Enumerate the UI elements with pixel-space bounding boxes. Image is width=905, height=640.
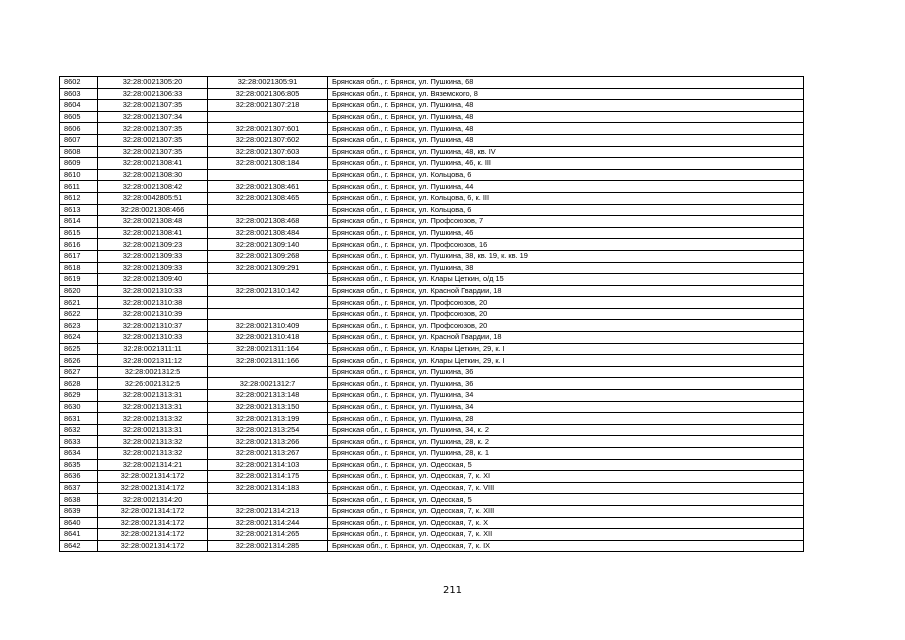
table-row [60,216,804,228]
address-cell: Брянская обл., г. Брянск, ул. Одесская, 7, к. XI [328,471,804,483]
land-plot-cadastral-cell: 32:28:0042805:51 [98,192,208,204]
row-number-cell: 8611 [60,181,98,193]
address-cell: Брянская обл., г. Брянск, ул. Красной Гвардии, 18 [328,285,804,297]
building-cadastral-cell: 32:28:0021313:266 [208,436,328,448]
table-row [60,192,804,204]
address-cell: Брянская обл., г. Брянск, ул. Пушкина, 28, к. 1 [328,448,804,460]
land-plot-cadastral-cell: 32:28:0021307:35 [98,134,208,146]
land-plot-cadastral-cell: 32:28:0021307:34 [98,111,208,123]
building-cadastral-cell: 32:28:0021307:602 [208,134,328,146]
row-number-cell: 8642 [60,540,98,552]
row-number-cell: 8637 [60,482,98,494]
building-cadastral-cell: 32:28:0021312:7 [208,378,328,390]
row-number-cell: 8629 [60,390,98,402]
row-number-cell: 8618 [60,262,98,274]
row-number-cell: 8632 [60,424,98,436]
address-cell: Брянская обл., г. Брянск, ул. Одесская, 5 [328,494,804,506]
row-number-cell: 8602 [60,77,98,89]
land-plot-cadastral-cell: 32:28:0021309:23 [98,239,208,251]
land-plot-cadastral-cell: 32:28:0021312:5 [98,366,208,378]
address-cell: Брянская обл., г. Брянск, ул. Кольцова, 6 [328,204,804,216]
land-plot-cadastral-cell: 32:28:0021310:33 [98,332,208,344]
address-cell: Брянская обл., г. Брянск, ул. Кольцова, 6 [328,169,804,181]
land-plot-cadastral-cell: 32:28:0021314:172 [98,482,208,494]
address-cell: Брянская обл., г. Брянск, ул. Пушкина, 36 [328,366,804,378]
land-plot-cadastral-cell: 32:28:0021314:172 [98,529,208,541]
address-cell: Брянская обл., г. Брянск, ул. Пушкина, 28, к. 2 [328,436,804,448]
building-cadastral-cell: 32:28:0021313:254 [208,424,328,436]
building-cadastral-cell: 32:28:0021307:601 [208,123,328,135]
address-cell: Брянская обл., г. Брянск, ул. Красной Гвардии, 18 [328,332,804,344]
table-row [60,123,804,135]
land-plot-cadastral-cell: 32:28:0021307:35 [98,146,208,158]
land-plot-cadastral-cell: 32:28:0021307:35 [98,123,208,135]
address-cell: Брянская обл., г. Брянск, ул. Кольцова, 6, к. III [328,192,804,204]
building-cadastral-cell: 32:28:0021307:603 [208,146,328,158]
address-cell: Брянская обл., г. Брянск, ул. Одесская, 7, к. X [328,517,804,529]
row-number-cell: 8605 [60,111,98,123]
building-cadastral-cell: 32:28:0021311:166 [208,355,328,367]
table-row [60,181,804,193]
row-number-cell: 8626 [60,355,98,367]
building-cadastral-cell [208,111,328,123]
table-row [60,204,804,216]
table-row [60,471,804,483]
table-row [60,390,804,402]
row-number-cell: 8622 [60,308,98,320]
building-cadastral-cell [208,308,328,320]
table-row [60,262,804,274]
building-cadastral-cell: 32:28:0021308:184 [208,158,328,170]
row-number-cell: 8610 [60,169,98,181]
address-cell: Брянская обл., г. Брянск, ул. Вяземского, 8 [328,88,804,100]
address-cell: Брянская обл., г. Брянск, ул. Пушкина, 34, к. 2 [328,424,804,436]
land-plot-cadastral-cell: 32:28:0021313:31 [98,424,208,436]
row-number-cell: 8603 [60,88,98,100]
row-number-cell: 8638 [60,494,98,506]
land-plot-cadastral-cell: 32:28:0021308:30 [98,169,208,181]
row-number-cell: 8620 [60,285,98,297]
building-cadastral-cell: 32:28:0021314:285 [208,540,328,552]
address-cell: Брянская обл., г. Брянск, ул. Пушкина, 48 [328,100,804,112]
land-plot-cadastral-cell: 32:28:0021306:33 [98,88,208,100]
building-cadastral-cell [208,204,328,216]
building-cadastral-cell: 32:28:0021306:805 [208,88,328,100]
building-cadastral-cell: 32:28:0021313:199 [208,413,328,425]
row-number-cell: 8625 [60,343,98,355]
table-row [60,401,804,413]
land-plot-cadastral-cell: 32:28:0021314:172 [98,471,208,483]
address-cell: Брянская обл., г. Брянск, ул. Клары Цеткин, 29, к. I [328,355,804,367]
row-number-cell: 8612 [60,192,98,204]
land-plot-cadastral-cell: 32:28:0021311:11 [98,343,208,355]
row-number-cell: 8636 [60,471,98,483]
address-cell: Брянская обл., г. Брянск, ул. Пушкина, 46, к. III [328,158,804,170]
table-row [60,436,804,448]
row-number-cell: 8623 [60,320,98,332]
table-row [60,274,804,286]
land-plot-cadastral-cell: 32:28:0021305:20 [98,77,208,89]
building-cadastral-cell: 32:28:0021310:409 [208,320,328,332]
table-row [60,540,804,552]
row-number-cell: 8633 [60,436,98,448]
table-row [60,517,804,529]
land-plot-cadastral-cell: 32:28:0021313:32 [98,436,208,448]
building-cadastral-cell: 32:28:0021305:91 [208,77,328,89]
address-cell: Брянская обл., г. Брянск, ул. Одесская, 7, к. XIII [328,505,804,517]
row-number-cell: 8628 [60,378,98,390]
address-cell: Брянская обл., г. Брянск, ул. Пушкина, 38, кв. 19, к. кв. 19 [328,250,804,262]
table-row [60,77,804,89]
address-cell: Брянская обл., г. Брянск, ул. Пушкина, 28 [328,413,804,425]
address-cell: Брянская обл., г. Брянск, ул. Пушкина, 48 [328,123,804,135]
address-cell: Брянская обл., г. Брянск, ул. Одесская, 5 [328,459,804,471]
row-number-cell: 8641 [60,529,98,541]
land-plot-cadastral-cell: 32:28:0021314:21 [98,459,208,471]
building-cadastral-cell: 32:28:0021308:484 [208,227,328,239]
table-row [60,332,804,344]
table-row [60,343,804,355]
row-number-cell: 8621 [60,297,98,309]
row-number-cell: 8630 [60,401,98,413]
building-cadastral-cell: 32:28:0021313:267 [208,448,328,460]
land-plot-cadastral-cell: 32:28:0021309:33 [98,250,208,262]
land-plot-cadastral-cell: 32:28:0021308:42 [98,181,208,193]
table-row [60,297,804,309]
table-row [60,366,804,378]
building-cadastral-cell: 32:28:0021313:148 [208,390,328,402]
address-cell: Брянская обл., г. Брянск, ул. Пушкина, 34 [328,401,804,413]
row-number-cell: 8615 [60,227,98,239]
building-cadastral-cell: 32:28:0021310:142 [208,285,328,297]
land-plot-cadastral-cell: 32:28:0021313:32 [98,448,208,460]
address-cell: Брянская обл., г. Брянск, ул. Одесская, 7, к. XII [328,529,804,541]
address-cell: Брянская обл., г. Брянск, ул. Пушкина, 48 [328,134,804,146]
row-number-cell: 8619 [60,274,98,286]
land-plot-cadastral-cell: 32:28:0021313:31 [98,401,208,413]
row-number-cell: 8624 [60,332,98,344]
table-row [60,158,804,170]
row-number-cell: 8627 [60,366,98,378]
row-number-cell: 8608 [60,146,98,158]
building-cadastral-cell [208,169,328,181]
table-row [60,494,804,506]
land-plot-cadastral-cell: 32:28:0021309:33 [98,262,208,274]
table-row [60,529,804,541]
address-cell: Брянская обл., г. Брянск, ул. Профсоюзов, 7 [328,216,804,228]
address-cell: Брянская обл., г. Брянск, ул. Пушкина, 36 [328,378,804,390]
table-row [60,424,804,436]
table-row [60,239,804,251]
row-number-cell: 8639 [60,505,98,517]
building-cadastral-cell: 32:28:0021309:140 [208,239,328,251]
table-row [60,88,804,100]
address-cell: Брянская обл., г. Брянск, ул. Пушкина, 46 [328,227,804,239]
registry-table-body [60,77,804,552]
building-cadastral-cell [208,297,328,309]
land-plot-cadastral-cell: 32:28:0021310:39 [98,308,208,320]
address-cell: Брянская обл., г. Брянск, ул. Профсоюзов, 20 [328,297,804,309]
table-row [60,134,804,146]
building-cadastral-cell: 32:28:0021314:103 [208,459,328,471]
building-cadastral-cell: 32:28:0021310:418 [208,332,328,344]
table-row [60,413,804,425]
row-number-cell: 8640 [60,517,98,529]
land-plot-cadastral-cell: 32:28:0021314:20 [98,494,208,506]
table-row [60,227,804,239]
address-cell: Брянская обл., г. Брянск, ул. Пушкина, 34 [328,390,804,402]
building-cadastral-cell: 32:28:0021309:268 [208,250,328,262]
land-plot-cadastral-cell: 32:28:0021307:35 [98,100,208,112]
building-cadastral-cell: 32:28:0021313:150 [208,401,328,413]
land-plot-cadastral-cell: 32:28:0021313:32 [98,413,208,425]
building-cadastral-cell [208,274,328,286]
row-number-cell: 8613 [60,204,98,216]
table-row [60,378,804,390]
table-row [60,111,804,123]
address-cell: Брянская обл., г. Брянск, ул. Клары Цеткин, о/д 15 [328,274,804,286]
building-cadastral-cell [208,366,328,378]
row-number-cell: 8634 [60,448,98,460]
building-cadastral-cell [208,494,328,506]
page-number: 211 [442,585,463,596]
table-row [60,482,804,494]
address-cell: Брянская обл., г. Брянск, ул. Клары Цеткин, 29, к. I [328,343,804,355]
land-plot-cadastral-cell: 32:28:0021308:41 [98,227,208,239]
row-number-cell: 8604 [60,100,98,112]
address-cell: Брянская обл., г. Брянск, ул. Одесская, 7, к. VIII [328,482,804,494]
land-plot-cadastral-cell: 32:28:0021308:466 [98,204,208,216]
land-plot-cadastral-cell: 32:28:0021310:37 [98,320,208,332]
land-plot-cadastral-cell: 32:28:0021314:172 [98,540,208,552]
table-row [60,169,804,181]
table-row [60,308,804,320]
address-cell: Брянская обл., г. Брянск, ул. Профсоюзов, 20 [328,320,804,332]
address-cell: Брянская обл., г. Брянск, ул. Пушкина, 68 [328,77,804,89]
land-plot-cadastral-cell: 32:28:0021313:31 [98,390,208,402]
land-plot-cadastral-cell: 32:28:0021308:48 [98,216,208,228]
address-cell: Брянская обл., г. Брянск, ул. Пушкина, 38 [328,262,804,274]
address-cell: Брянская обл., г. Брянск, ул. Пушкина, 48 [328,111,804,123]
row-number-cell: 8617 [60,250,98,262]
building-cadastral-cell: 32:28:0021307:218 [208,100,328,112]
address-cell: Брянская обл., г. Брянск, ул. Пушкина, 44 [328,181,804,193]
land-plot-cadastral-cell: 32:28:0021309:40 [98,274,208,286]
row-number-cell: 8607 [60,134,98,146]
land-plot-cadastral-cell: 32:28:0021314:172 [98,505,208,517]
table-row [60,505,804,517]
table-row [60,459,804,471]
land-plot-cadastral-cell: 32:28:0021308:41 [98,158,208,170]
building-cadastral-cell: 32:28:0021308:468 [208,216,328,228]
table-row [60,355,804,367]
table-row [60,285,804,297]
row-number-cell: 8616 [60,239,98,251]
registry-table [59,76,804,552]
row-number-cell: 8614 [60,216,98,228]
table-row [60,250,804,262]
building-cadastral-cell: 32:28:0021314:244 [208,517,328,529]
land-plot-cadastral-cell: 32:28:0021314:172 [98,517,208,529]
row-number-cell: 8606 [60,123,98,135]
land-plot-cadastral-cell: 32:26:0021312:5 [98,378,208,390]
table-row [60,320,804,332]
building-cadastral-cell: 32:28:0021314:183 [208,482,328,494]
building-cadastral-cell: 32:28:0021314:265 [208,529,328,541]
row-number-cell: 8631 [60,413,98,425]
address-cell: Брянская обл., г. Брянск, ул. Профсоюзов, 20 [328,308,804,320]
building-cadastral-cell: 32:28:0021314:213 [208,505,328,517]
table-row [60,146,804,158]
building-cadastral-cell: 32:28:0021314:175 [208,471,328,483]
table-row [60,100,804,112]
building-cadastral-cell: 32:28:0021309:291 [208,262,328,274]
building-cadastral-cell: 32:28:0021311:164 [208,343,328,355]
row-number-cell: 8635 [60,459,98,471]
row-number-cell: 8609 [60,158,98,170]
address-cell: Брянская обл., г. Брянск, ул. Профсоюзов, 16 [328,239,804,251]
address-cell: Брянская обл., г. Брянск, ул. Одесская, 7, к. IX [328,540,804,552]
land-plot-cadastral-cell: 32:28:0021310:38 [98,297,208,309]
building-cadastral-cell: 32:28:0021308:465 [208,192,328,204]
address-cell: Брянская обл., г. Брянск, ул. Пушкина, 48, кв. IV [328,146,804,158]
land-plot-cadastral-cell: 32:28:0021311:12 [98,355,208,367]
building-cadastral-cell: 32:28:0021308:461 [208,181,328,193]
land-plot-cadastral-cell: 32:28:0021310:33 [98,285,208,297]
table-row [60,448,804,460]
